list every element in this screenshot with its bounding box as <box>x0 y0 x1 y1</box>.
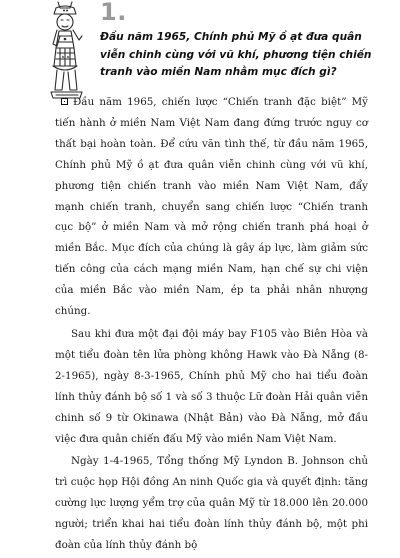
question-number: 1. <box>100 0 127 26</box>
square-bullet-icon <box>61 98 68 105</box>
answer-paragraph <box>55 92 368 322</box>
answer-paragraph: Sau khi đưa một đại đội máy bay F105 vào Biên Hòa và một tiểu đoàn tên lửa phòng không Hawk vào Đà Nẵng (8-2-1965), ngày 8-3-1965, Chính phủ Mỹ cho hai tiểu đoàn lính thủy đánh bộ số 1 và số 3 thuộc Lữ đoàn Hải quân viễn chinh số 9 từ Okinawa (Nhật Bản) vào Đà Nẵng, mở đầu việc đưa quân chiến đấu Mỹ vào miền Nam Việt Nam. <box>55 327 368 445</box>
answer-paragraph-text: Đầu năm 1965, chiến lược “Chiến tranh đặc biệt” Mỹ tiến hành ở miền Nam Việt Nam đang đứng trước nguy cơ thất bại hoàn toàn. Để cứu vãn tình thế, từ đầu năm 1965, Chính phủ Mỹ ồ ạt đưa quân viễn chinh cùng với vũ khí, phương tiện chiến tranh vào miền Nam Việt Nam, đẩy mạnh chiến tranh, chuyển sang chiến lược “Chiến tranh cục bộ” ở miền Nam và mở rộng chiến tranh phá hoại ở miền Bắc. Mục đích của chúng là gây áp lực, làm giảm sức tiến công của cách mạng miền Nam, hạn chế sự chi viện của miền Bắc vào miền Nam, ép ta phải nhân nhượng chúng. <box>55 96 368 318</box>
answer-paragraph: Ngày 1-4-1965, Tổng thống Mỹ Lyndon B. Johnson chủ trì cuộc họp Hội đồng An ninh Quốc gia và quyết định: tăng cường lực lượng yểm trợ của quân Mỹ từ 18.000 lên 20.000 người; triển khai hai tiểu đoàn lính thủy đánh bộ, một phi đoàn của lính thủy đánh bộ <box>55 455 368 552</box>
cham-figure-ornament-icon <box>48 0 90 102</box>
answer-body <box>55 92 368 558</box>
question-heading: Đầu năm 1965, Chính phủ Mỹ ồ ạt đưa quân viễn chinh cùng với vũ khí, phương tiện chiến tranh vào miền Nam nhằm mục đích gì? <box>100 31 372 78</box>
